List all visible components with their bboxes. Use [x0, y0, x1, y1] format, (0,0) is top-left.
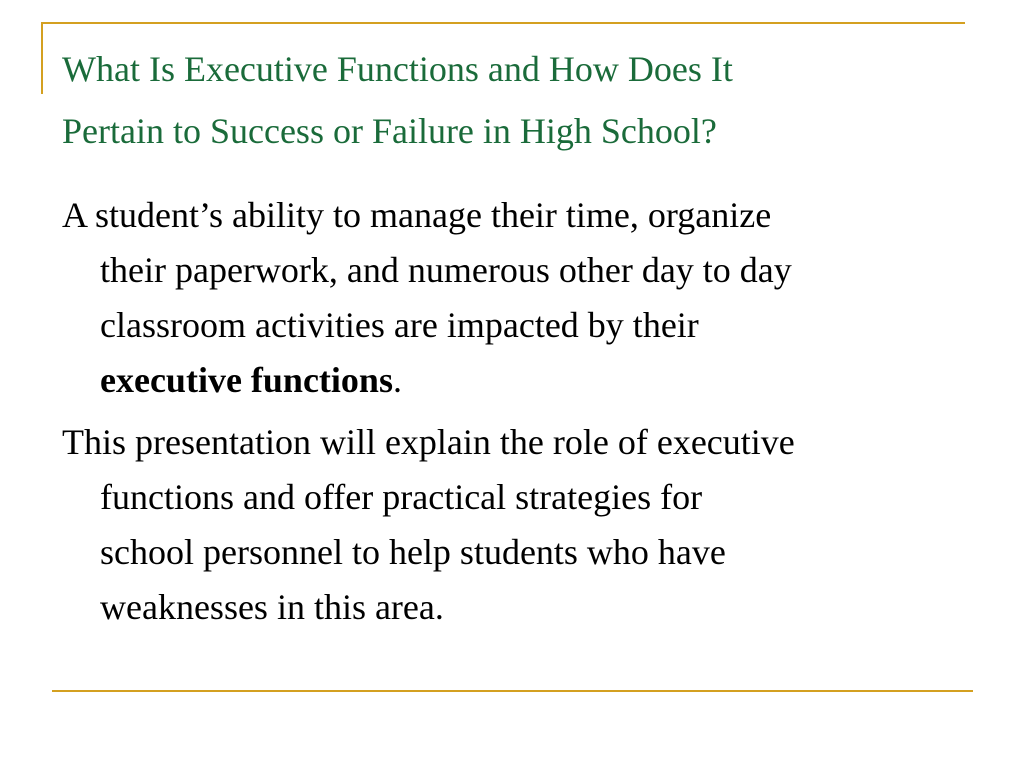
paragraph-1-line-3: classroom activities are impacted by their	[100, 305, 699, 345]
paragraph-1-period: .	[392, 360, 402, 400]
title-line-2: Pertain to Success or Failure in High School?	[62, 111, 717, 151]
paragraph-2-line-4: weaknesses in this area.	[100, 587, 444, 627]
paragraph-2-line-2: functions and offer practical strategies for	[100, 477, 703, 517]
paragraph-1-line-4	[62, 353, 972, 408]
paragraph-2-line-1: This presentation will explain the role of executive	[62, 422, 795, 462]
accent-top-rule	[41, 22, 965, 24]
accent-vertical-rule	[41, 22, 43, 94]
paragraph-1-line-1: A student’s ability to manage their time, organize	[62, 195, 772, 235]
paragraph-1-line-2: their paperwork, and numerous other day to day	[100, 250, 792, 290]
paragraph-1	[62, 188, 972, 408]
slide-body	[62, 188, 972, 642]
paragraph-2-line-3: school personnel to help students who have	[100, 532, 726, 572]
slide-title	[62, 38, 962, 162]
accent-bottom-rule	[52, 690, 973, 692]
paragraph-2	[62, 415, 972, 635]
title-line-1: What Is Executive Functions and How Does It	[62, 49, 733, 89]
executive-functions-term: executive functions	[100, 360, 393, 400]
